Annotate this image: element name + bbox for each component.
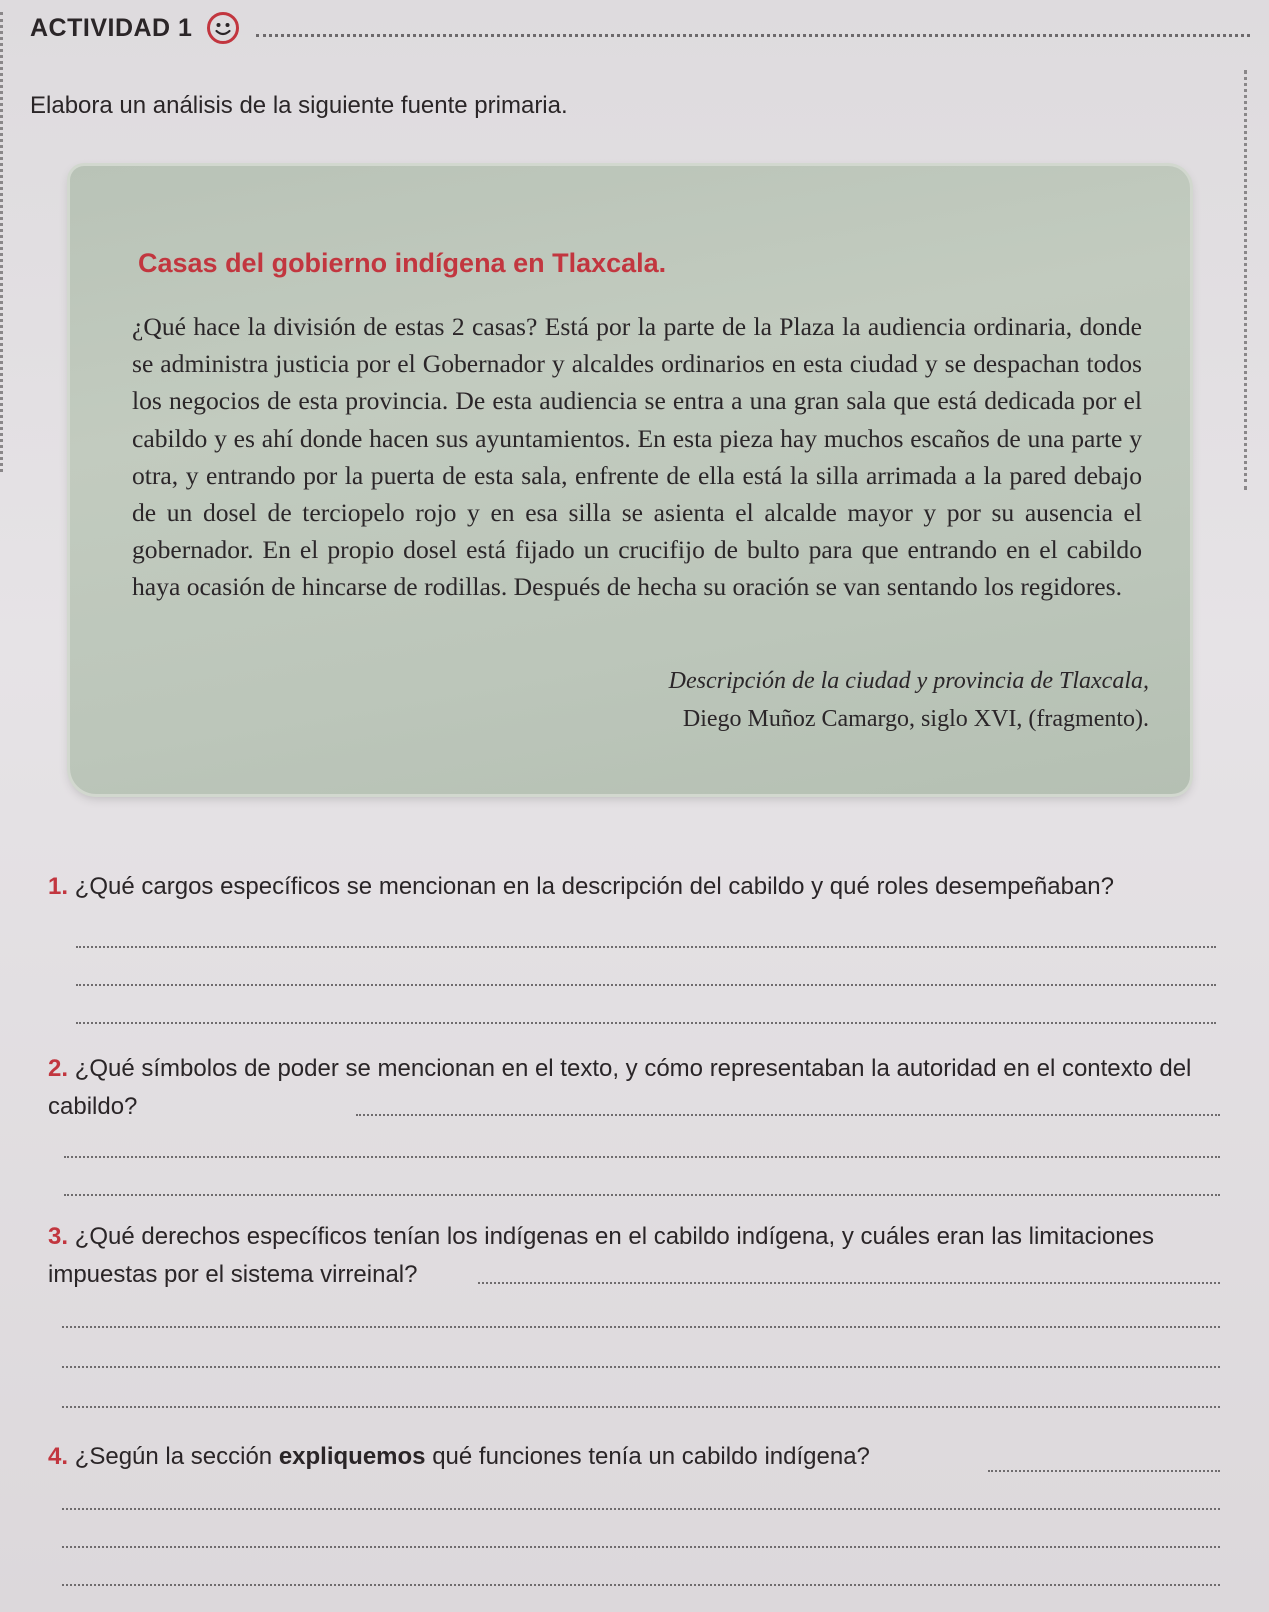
question-1	[48, 868, 1218, 906]
source-citation	[669, 662, 1149, 738]
question-number: 3.	[48, 1223, 69, 1250]
answer-line[interactable]	[64, 1194, 1220, 1196]
answer-line[interactable]	[62, 1584, 1220, 1586]
answer-line[interactable]	[62, 1326, 1220, 1328]
answer-line[interactable]	[62, 1508, 1220, 1510]
title-dotted-line	[256, 34, 1250, 37]
citation-author: Diego Muñoz Camargo, siglo XVI, (fragmento).	[682, 706, 1149, 732]
question-text: ¿Qué cargos específicos se mencionan en la descripción del cabildo y qué roles desempeñaban?	[74, 873, 1114, 900]
question-number: 2.	[48, 1055, 69, 1082]
answer-line[interactable]	[478, 1282, 1220, 1284]
answer-line[interactable]	[76, 946, 1216, 948]
question-text-part: qué funciones tenía un cabildo indígena?	[425, 1443, 870, 1470]
answer-line[interactable]	[988, 1470, 1220, 1472]
answer-line[interactable]	[62, 1406, 1220, 1408]
answer-line[interactable]	[64, 1156, 1220, 1158]
answer-line[interactable]	[62, 1366, 1220, 1368]
answer-line[interactable]	[76, 984, 1216, 986]
question-number: 1.	[48, 873, 69, 900]
question-text: ¿Qué derechos específicos tenían los indígenas en el cabildo indígena, y cuáles eran las limitaciones impuestas por el sistema virreinal?	[48, 1223, 1154, 1288]
question-text: ¿Qué símbolos de poder se mencionan en el texto, y cómo representaban la autoridad en el contexto del cabildo?	[48, 1055, 1192, 1120]
activity-instruction: Elabora un análisis de la siguiente fuente primaria.	[30, 92, 568, 119]
answer-line[interactable]	[76, 1022, 1216, 1024]
question-number: 4.	[48, 1443, 69, 1470]
answer-line[interactable]	[356, 1114, 1220, 1116]
smiley-icon	[206, 11, 240, 45]
activity-title: ACTIVIDAD 1	[30, 13, 193, 42]
right-margin-dots	[1244, 70, 1251, 490]
question-text	[75, 1443, 870, 1470]
left-margin-dots	[0, 12, 7, 472]
citation-work: Descripción de la ciudad y provincia de Tlaxcala,	[668, 668, 1149, 694]
activity-header	[30, 8, 1250, 48]
source-text: ¿Qué hace la división de estas 2 casas? Está por la parte de la Plaza la audiencia ordinaria, donde se administra justicia por el Gobernador y alcaldes ordinarios en esta ciudad y se despachan todos los negocios de esta provincia. De esta audiencia se entra a una gran sala que está dedicada por el cabildo y es ahí donde hacen sus ayuntamientos. En esta pieza hay muchos escaños de una parte y otra, y entrando por la puerta de esta sala, enfrente de ella está la silla arrimada a la pared debajo de un dosel de terciopelo rojo y en esa silla se asienta el alcalde mayor y por su ausencia el gobernador. En el propio dosel está fijado un crucifijo de bulto para que entrando en el cabildo haya ocasión de hincarse de rodillas. Después de hecha su oración se van sentando los regidores.	[132, 312, 1142, 602]
question-text-bold: expliquemos	[278, 1443, 426, 1470]
answer-line[interactable]	[62, 1546, 1220, 1548]
source-title: Casas del gobierno indígena en Tlaxcala.	[138, 248, 667, 278]
question-text-part: ¿Según la sección	[74, 1443, 279, 1470]
